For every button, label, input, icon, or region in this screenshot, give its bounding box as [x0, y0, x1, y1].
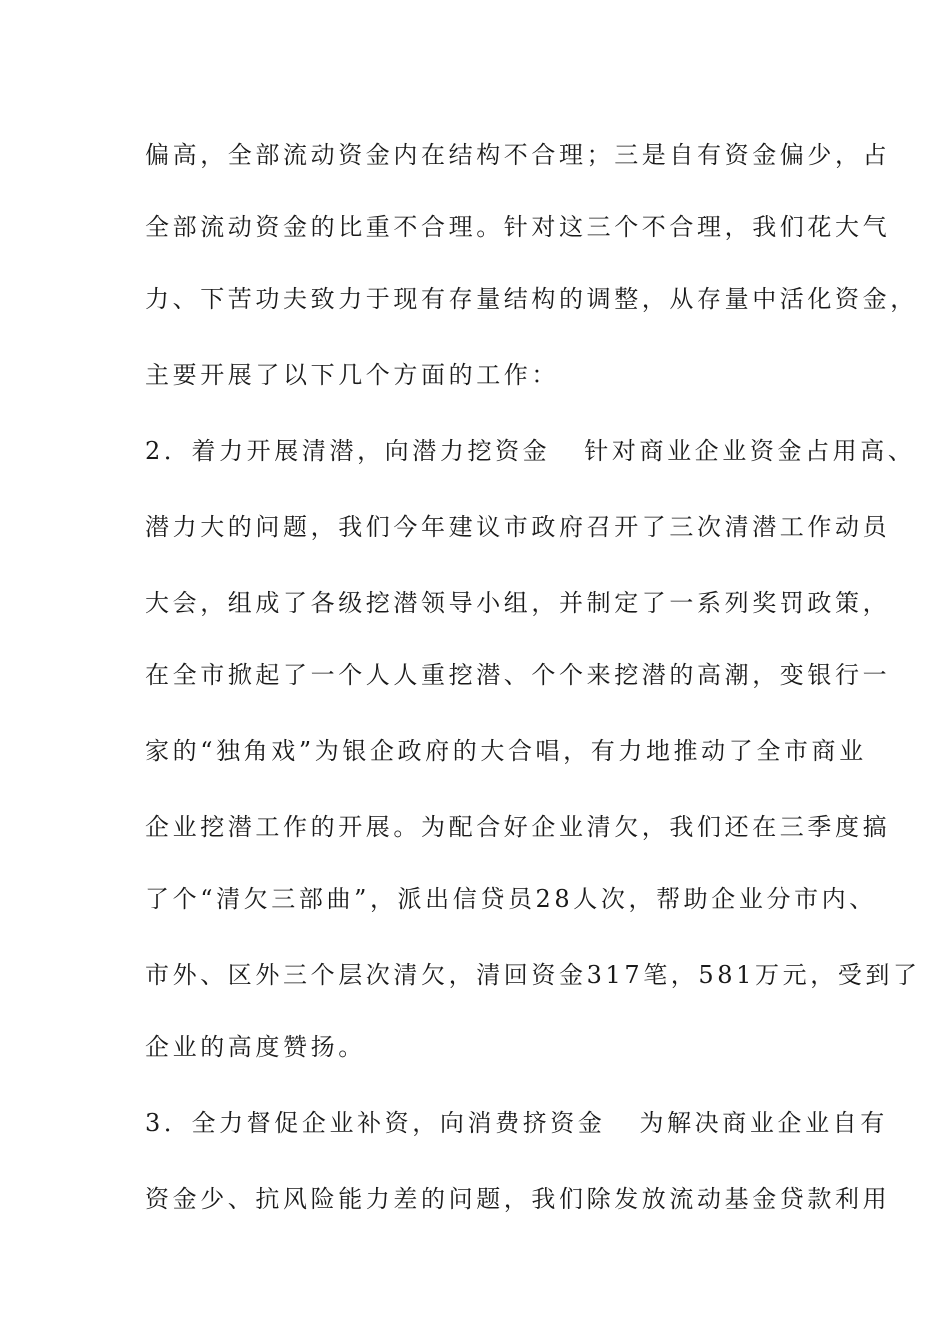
- text-line: 家的“独角戏”为银企政府的大合唱，有力地推动了全市商业: [145, 737, 867, 765]
- text-line: 为解决商业企业自有: [639, 1109, 888, 1137]
- text-line: 针对商业企业资金占用高、: [584, 437, 916, 465]
- text-line: 市外、区外三个层次清欠，清回资金317笔，581万元，受到了: [145, 961, 921, 989]
- section-heading-line: [145, 1108, 888, 1138]
- text-line: 力、下苦功夫致力于现有存量结构的调整，从存量中活化资金，: [145, 285, 918, 313]
- text-line: 大会，组成了各级挖潜领导小组，并制定了一系列奖罚政策，: [145, 589, 891, 617]
- text-line: 偏高，全部流动资金内在结构不合理；三是自有资金偏少，占: [145, 141, 891, 169]
- text-line: 在全市掀起了一个人人重挖潜、个个来挖潜的高潮，变银行一: [145, 661, 891, 689]
- text-line: 资金少、抗风险能力差的问题，我们除发放流动基金贷款利用: [145, 1185, 891, 1213]
- text-line: 了个“清欠三部曲”，派出信贷员28人次，帮助企业分市内、: [145, 885, 877, 913]
- section-heading: 3．全力督促企业补资，向消费挤资金: [145, 1109, 606, 1137]
- text-line: 潜力大的问题，我们今年建议市政府召开了三次清潜工作动员: [145, 513, 891, 541]
- text-line: 主要开展了以下几个方面的工作：: [145, 361, 559, 389]
- section-heading: 2．着力开展清潜，向潜力挖资金: [145, 437, 551, 465]
- text-line: 全部流动资金的比重不合理。针对这三个不合理，我们花大气: [145, 213, 891, 241]
- section-heading-line: [145, 436, 916, 466]
- text-line: 企业挖潜工作的开展。为配合好企业清欠，我们还在三季度搞: [145, 813, 891, 841]
- text-line: 企业的高度赞扬。: [145, 1033, 366, 1061]
